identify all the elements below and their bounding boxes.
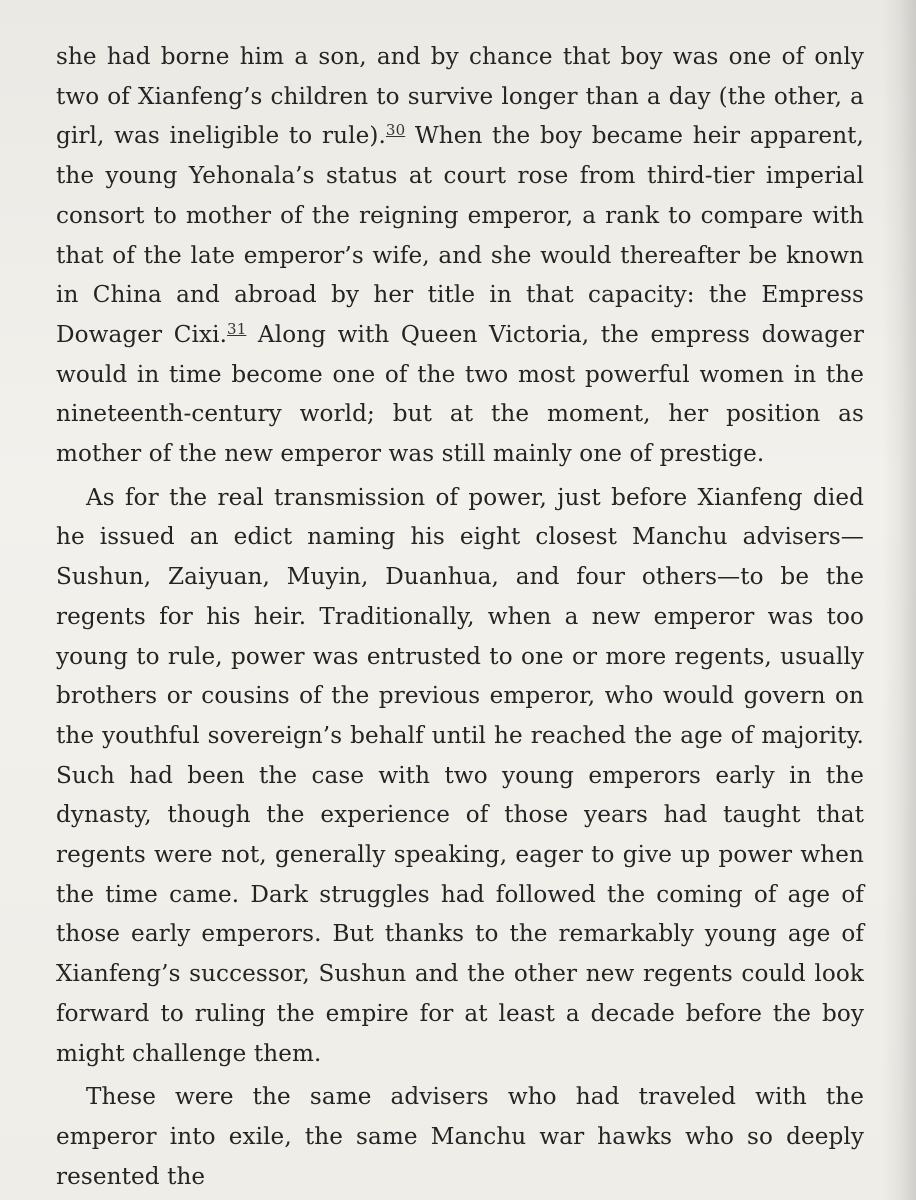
paragraph-1 xyxy=(56,38,864,475)
paragraph-3: These were the same advisers who had traveled with the emperor into exile, the same Manchu war hawks who so deeply resented the xyxy=(56,1084,864,1190)
paragraph-1-text-a: she had borne him a son, and by chance that boy was one of only two of Xianfeng’s children to survive longer than a day (the other, a girl, was ineligible to rule). xyxy=(56,44,864,150)
paragraph-1-text-c: Along with Queen Victoria, the empress dowager would in time become one of the two most powerful women in the nineteenth-century world; but at the moment, her position as mother of the new emperor was still mainly one of prestige. xyxy=(56,321,864,468)
footnote-31[interactable]: 31 xyxy=(227,319,247,338)
page-edge-shadow xyxy=(882,0,916,1200)
paragraph-2: As for the real transmission of power, just before Xianfeng died he issued an edict naming his eight closest Manchu advisers—Sushun, Zaiyuan, Muyin, Duanhua, and four others—to be the regents for his heir. Traditionally, when a new emperor was too young to rule, power was entrusted to one or more regents, usually brothers or cousins of the previous emperor, who would govern on the youthful sovereign’s behalf until he reached the age of majority. Such had been the case with two young emperors early in the dynasty, though the experience of those years had taught that regents were not, generally speaking, eager to give up power when the time came. Dark struggles had followed the coming of age of those early emperors. But thanks to the remarkably young age of Xianfeng’s successor, Sushun and the other new regents could look forward to ruling the empire for at least a decade before the boy might challenge them. xyxy=(56,484,864,1067)
footnote-30[interactable]: 30 xyxy=(385,121,406,140)
paragraph-1-text-b: When the boy became heir apparent, the young Yehonala’s status at court rose from third-tier imperial consort to mother of the reigning emperor, a rank to compare with that of the late emperor’s wife, and she would thereafter be known in China and abroad by her title in that capacity: the Empress Dowager Cixi. xyxy=(56,123,864,348)
